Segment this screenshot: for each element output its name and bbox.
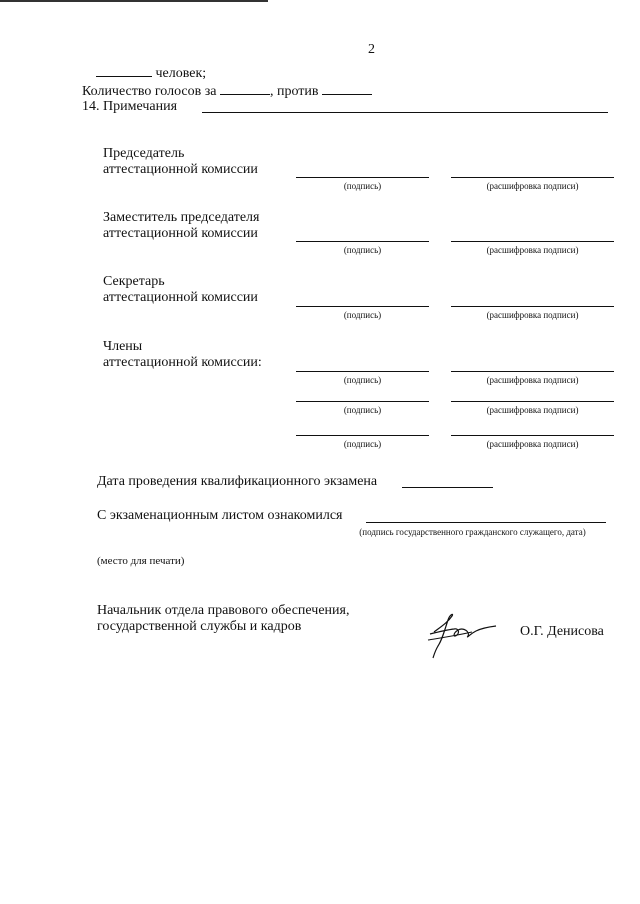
- acquainted-signature-line[interactable]: [366, 522, 606, 523]
- member-2-signature-caption: (подпись): [343, 405, 382, 415]
- exam-date-label: Дата проведения квалификационного экзамена: [97, 474, 378, 489]
- deputy-decode-caption: (расшифровка подписи): [486, 245, 579, 255]
- notes-blank[interactable]: [202, 112, 608, 113]
- member-3-signature-caption: (подпись): [343, 439, 382, 449]
- deputy-signature-line[interactable]: [296, 241, 429, 242]
- head-position-line2: государственной службы и кадров: [97, 619, 302, 634]
- member-2-signature-line[interactable]: [296, 401, 429, 402]
- page-number: 2: [368, 42, 375, 57]
- deputy-title: Заместитель председателя аттестационной комиссии: [103, 210, 260, 241]
- head-position: [97, 603, 349, 635]
- chairman-signature-caption: (подпись): [343, 181, 382, 191]
- votes-against-blank[interactable]: [322, 82, 372, 95]
- votes-against-label: , против: [270, 84, 319, 99]
- head-name: О.Г. Денисова: [520, 624, 604, 639]
- exam-date-blank[interactable]: [402, 487, 493, 488]
- member-1-decode-caption: (расшифровка подписи): [486, 375, 579, 385]
- member-1-signature-line[interactable]: [296, 371, 429, 372]
- people-count-line: [96, 64, 206, 82]
- secretary-decode-line[interactable]: [451, 306, 614, 307]
- member-2-decode-caption: (расшифровка подписи): [486, 405, 579, 415]
- deputy-signature-caption: (подпись): [343, 245, 382, 255]
- handwritten-signature: [424, 610, 504, 662]
- member-3-decode-caption: (расшифровка подписи): [486, 439, 579, 449]
- deputy-decode-line[interactable]: [451, 241, 614, 242]
- chairman-signature-line[interactable]: [296, 177, 429, 178]
- members-title: Члены аттестационной комиссии:: [103, 339, 262, 370]
- people-label: человек;: [155, 66, 207, 81]
- votes-for-label: Количество голосов за: [82, 84, 217, 99]
- member-1-signature-caption: (подпись): [343, 375, 382, 385]
- chairman-title: Председатель аттестационной комиссии: [103, 146, 258, 177]
- votes-line: [82, 82, 372, 100]
- member-3-signature-line[interactable]: [296, 435, 429, 436]
- people-count-blank[interactable]: [96, 64, 152, 77]
- secretary-signature-line[interactable]: [296, 306, 429, 307]
- secretary-decode-caption: (расшифровка подписи): [486, 310, 579, 320]
- notes-label: 14. Примечания: [82, 99, 178, 114]
- notes-line: [82, 99, 177, 115]
- member-2-decode-line[interactable]: [451, 401, 614, 402]
- member-1-decode-line[interactable]: [451, 371, 614, 372]
- member-3-decode-line[interactable]: [451, 435, 614, 436]
- stamp-place-label: (место для печати): [97, 555, 185, 567]
- secretary-title: Секретарь аттестационной комиссии: [103, 274, 258, 305]
- acquainted-label: С экзаменационным листом ознакомился: [97, 508, 343, 523]
- chairman-decode-caption: (расшифровка подписи): [486, 181, 579, 191]
- head-position-line1: Начальник отдела правового обеспечения,: [97, 603, 350, 618]
- votes-for-blank[interactable]: [220, 82, 270, 95]
- chairman-decode-line[interactable]: [451, 177, 614, 178]
- top-edge-bar: [0, 0, 268, 2]
- secretary-signature-caption: (подпись): [343, 310, 382, 320]
- acquainted-caption: (подпись государственного гражданского служащего, дата): [359, 527, 586, 537]
